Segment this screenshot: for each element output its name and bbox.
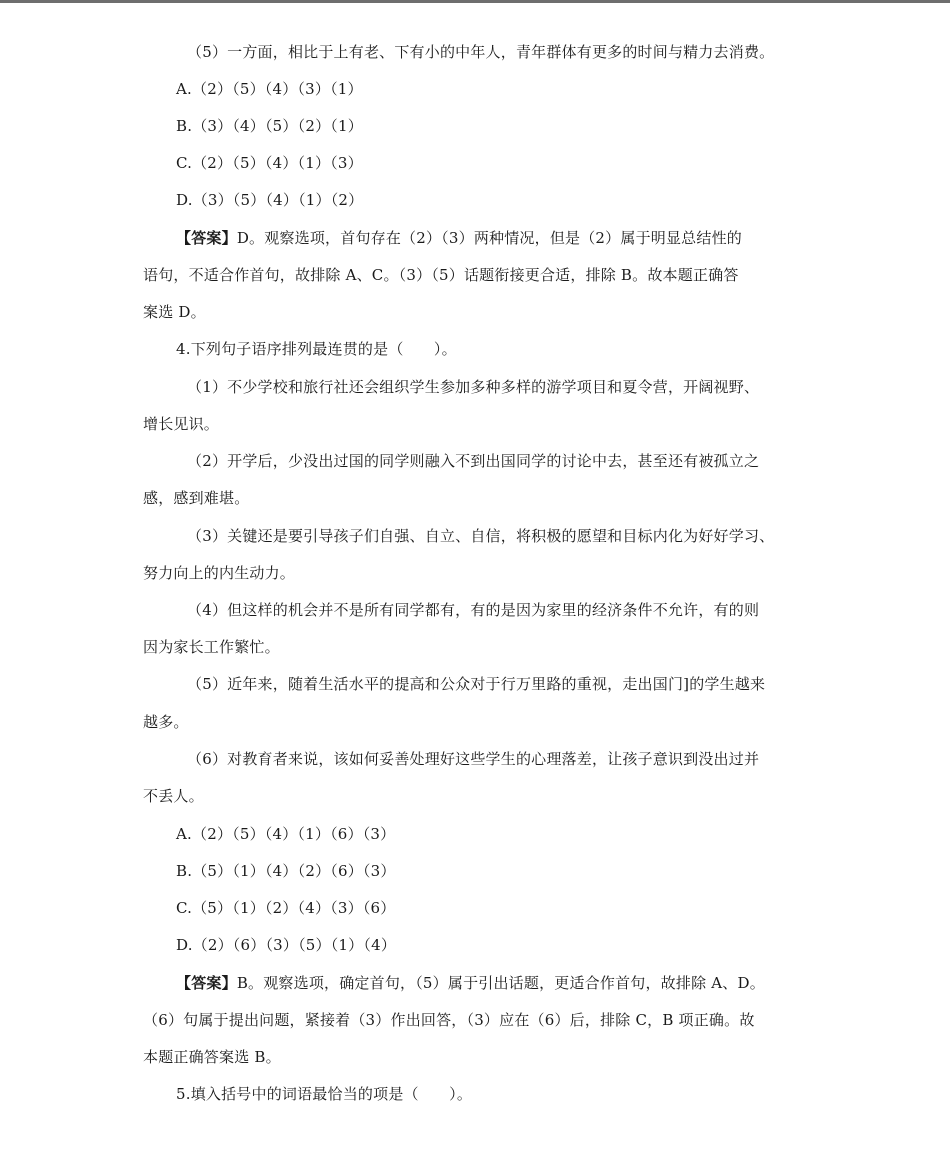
q4-answer-line-2: （6）句属于提出问题，紧接着（3）作出回答，（3）应在（6）后，排除 C，B 项正确。故	[143, 1011, 755, 1029]
q4-answer-line-3: 本题正确答案选 B。	[143, 1048, 281, 1066]
q4-answer-line-1	[176, 973, 765, 993]
q3-answer-line-3: 案选 D。	[143, 303, 206, 321]
q4-sentence-4-line-2: 因为家长工作繁忙。	[143, 638, 280, 656]
q4-sentence-5-line-2: 越多。	[143, 713, 189, 731]
q4-sentence-5-line-1: （5）近年来，随着生活水平的提高和公众对于行万里路的重视，走出国门]的学生越来	[187, 675, 766, 693]
q4-sentence-2-line-2: 感，感到难堪。	[143, 489, 250, 507]
q3-option-b: B.（3）（4）（5）（2）（1）	[176, 117, 363, 135]
q3-answer-line-1	[176, 228, 742, 248]
q3-option-c: C.（2）（5）（4）（1）（3）	[176, 154, 363, 172]
q3-answer-line-2: 语句，不适合作首句，故排除 A、C。（3）（5）话题衔接更合适，排除 B。故本题正确答	[143, 266, 739, 284]
q4-option-c: C.（5）（1）（2）（4）（3）（6）	[176, 899, 396, 917]
q4-option-a: A.（2）（5）（4）（1）（6）（3）	[176, 825, 396, 843]
q4-sentence-1-line-1: （1）不少学校和旅行社还会组织学生参加多种多样的游学项目和夏令营，开阔视野、	[187, 378, 760, 396]
q3-answer-text: D。观察选项，首句存在（2）（3）两种情况，但是（2）属于明显总结性的	[236, 229, 742, 247]
q4-sentence-6-line-2: 不丢人。	[143, 787, 204, 805]
q4-sentence-6-line-1: （6）对教育者来说，该如何妥善处理好这些学生的心理落差，让孩子意识到没出过并	[187, 750, 760, 768]
q4-sentence-4-line-1: （4）但这样的机会并不是所有同学都有，有的是因为家里的经济条件不允许，有的则	[187, 601, 760, 619]
q3-answer-tag: 【答案】	[176, 229, 237, 247]
q4-sentence-2-line-1: （2）开学后，少没出过国的同学则融入不到出国同学的讨论中去，甚至还有被孤立之	[187, 452, 760, 470]
q3-option-a: A.（2）（5）（4）（3）（1）	[176, 80, 363, 98]
q4-option-d: D.（2）（6）（3）（5）（1）（4）	[176, 936, 397, 954]
q4-stem: 4.下列句子语序排列最连贯的是（ ）。	[176, 340, 457, 358]
q3-item-5: （5）一方面，相比于上有老、下有小的中年人，青年群体有更多的时间与精力去消费。	[187, 43, 775, 61]
q4-sentence-3-line-2: 努力向上的内生动力。	[143, 564, 296, 582]
q5-stem: 5.填入括号中的词语最恰当的项是（ ）。	[176, 1085, 473, 1103]
q4-answer-tag: 【答案】	[176, 974, 237, 992]
q4-sentence-1-line-2: 增长见识。	[143, 415, 220, 433]
q3-option-d: D.（3）（5）（4）（1）（2）	[176, 191, 364, 209]
page-top-border	[0, 0, 950, 3]
q4-sentence-3-line-1: （3）关键还是要引导孩子们自强、自立、自信，将积极的愿望和目标内化为好好学习、	[187, 527, 775, 545]
q4-answer-text: B。观察选项，确定首句，（5）属于引出话题，更适合作首句，故排除 A、D。	[236, 974, 765, 992]
q4-option-b: B.（5）（1）（4）（2）（6）（3）	[176, 862, 396, 880]
